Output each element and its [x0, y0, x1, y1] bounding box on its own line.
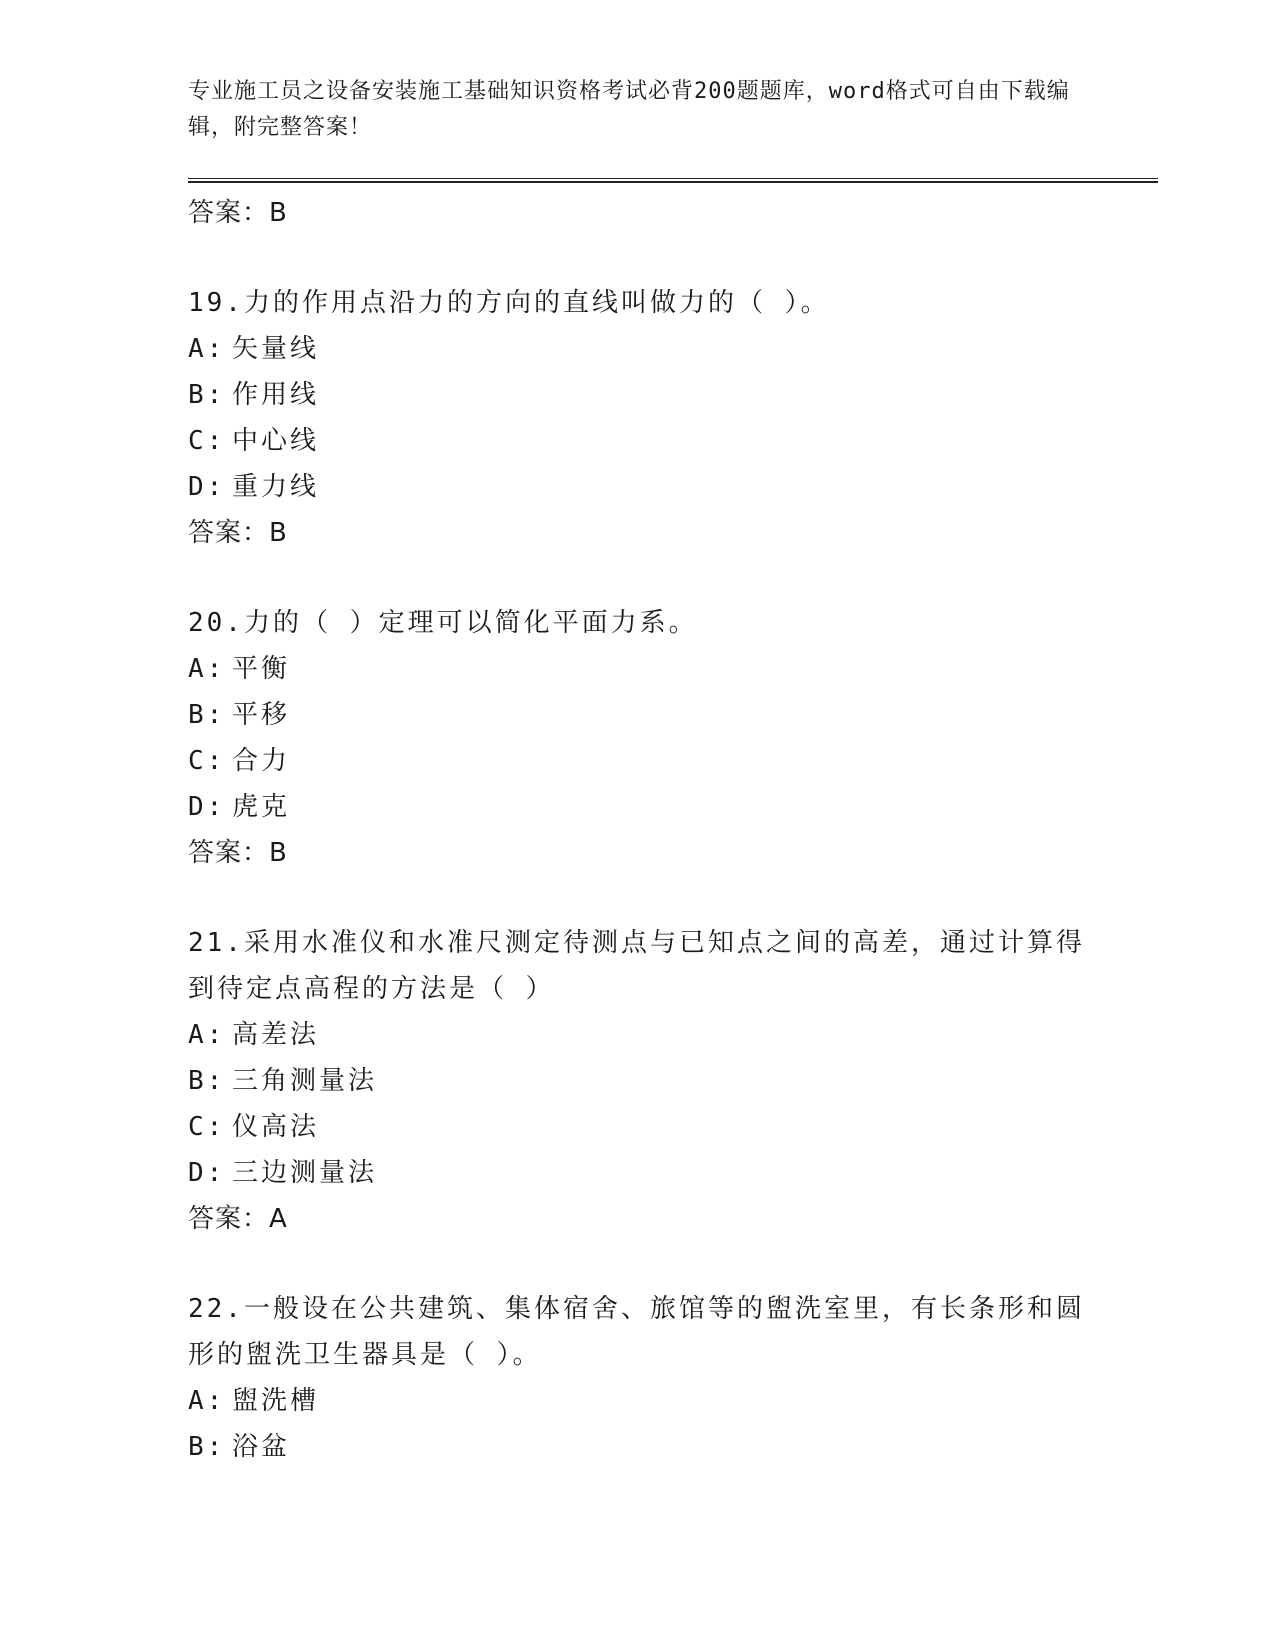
- question-list: [188, 190, 1088, 1514]
- option-letter: A:: [188, 1020, 226, 1050]
- option-text: 平衡: [232, 654, 291, 684]
- option-letter: A:: [188, 654, 226, 684]
- question-text: 22.一般设在公共建筑、集体宿舍、旅馆等的盥洗室里，有长条形和圆形的盥洗卫生器具是（ ）。: [188, 1294, 1085, 1370]
- question-19: [188, 280, 1088, 556]
- option-letter: B:: [188, 380, 226, 410]
- option-letter: D:: [188, 792, 226, 822]
- option-d: [188, 464, 1088, 510]
- answer-line: 答案：A: [188, 1204, 288, 1234]
- question-20: [188, 600, 1088, 876]
- question-22: [188, 1286, 1088, 1470]
- option-letter: B:: [188, 1432, 226, 1462]
- option-b: [188, 692, 1088, 738]
- option-c: [188, 418, 1088, 464]
- option-text: 合力: [232, 746, 291, 776]
- option-text: 中心线: [232, 426, 320, 456]
- option-text: 三角测量法: [232, 1066, 378, 1096]
- option-c: [188, 1104, 1088, 1150]
- option-a: [188, 646, 1088, 692]
- option-letter: B:: [188, 1066, 226, 1096]
- option-text: 盥洗槽: [232, 1386, 320, 1416]
- document-header: 专业施工员之设备安装施工基础知识资格考试必背200题题库，word格式可自由下载编辑，附完整答案！: [188, 79, 1070, 140]
- option-letter: D:: [188, 472, 226, 502]
- option-text: 仪高法: [232, 1112, 320, 1142]
- option-letter: C:: [188, 1112, 226, 1142]
- option-text: 矢量线: [232, 334, 320, 364]
- option-letter: C:: [188, 426, 226, 456]
- option-a: [188, 1012, 1088, 1058]
- previous-answer: 答案：B: [188, 198, 288, 228]
- option-letter: B:: [188, 700, 226, 730]
- option-d: [188, 1150, 1088, 1196]
- option-d: [188, 784, 1088, 830]
- option-c: [188, 738, 1088, 784]
- option-b: [188, 1424, 1088, 1470]
- option-a: [188, 326, 1088, 372]
- answer-line: 答案：B: [188, 838, 288, 868]
- option-b: [188, 372, 1088, 418]
- option-a: [188, 1378, 1088, 1424]
- option-text: 重力线: [232, 472, 320, 502]
- question-21: [188, 920, 1088, 1242]
- option-b: [188, 1058, 1088, 1104]
- option-letter: D:: [188, 1158, 226, 1188]
- option-text: 高差法: [232, 1020, 320, 1050]
- question-text: 21.采用水准仪和水准尺测定待测点与已知点之间的高差，通过计算得到待定点高程的方法是（ ）: [188, 928, 1085, 1004]
- question-text: 19.力的作用点沿力的方向的直线叫做力的（ ）。: [188, 288, 830, 318]
- option-text: 浴盆: [232, 1432, 291, 1462]
- option-text: 虎克: [232, 792, 291, 822]
- answer-line: 答案：B: [188, 518, 288, 548]
- option-letter: A:: [188, 334, 226, 364]
- option-letter: C:: [188, 746, 226, 776]
- option-letter: A:: [188, 1386, 226, 1416]
- option-text: 作用线: [232, 380, 320, 410]
- option-text: 平移: [232, 700, 291, 730]
- header-divider: [188, 178, 1158, 183]
- option-text: 三边测量法: [232, 1158, 378, 1188]
- question-text: 20.力的（ ）定理可以简化平面力系。: [188, 608, 698, 638]
